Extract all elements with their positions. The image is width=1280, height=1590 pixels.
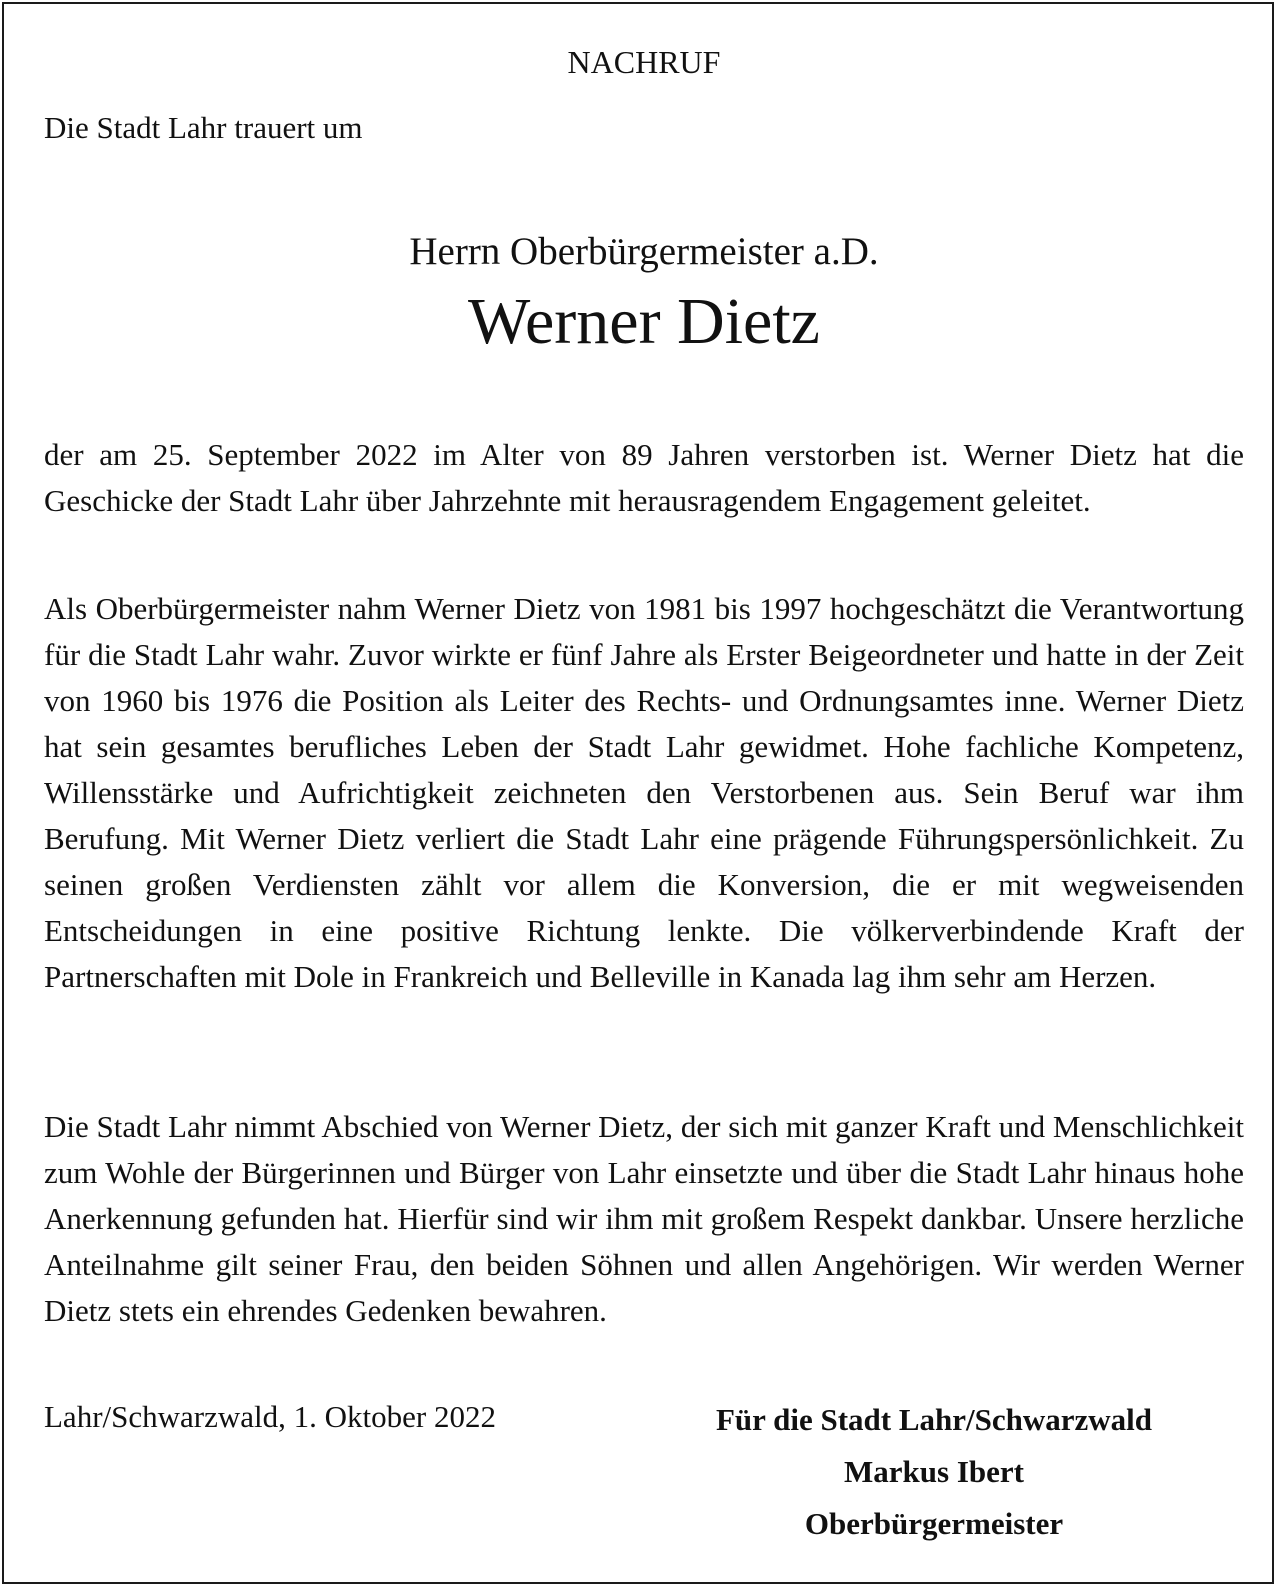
place-date: Lahr/Schwarzwald, 1. Oktober 2022 [44,1399,496,1434]
paragraph-3: Die Stadt Lahr nimmt Abschied von Werner Dietz, der sich mit ganzer Kraft und Menschlichkeit zum Wohle der Bürgerinnen und Bürger von Lahr einsetzte und über die Stadt Lahr hinaus hohe Anerkennung gefunden hat. Hierfür sind wir ihm mit großem Respekt dankbar. Unsere herzliche Anteilnahme gilt seiner Frau, den beiden Söhnen und allen Angehörigen. Wir werden Werner Dietz stets ein ehrendes Gedenken bewahren. [44,1109,1244,1328]
signer-name: Markus Ibert [844,1454,1024,1489]
signature-organization: Für die Stadt Lahr/Schwarzwald [715,1402,1153,1437]
deceased-name: Werner Dietz [468,285,820,358]
signature-block [654,1394,1214,1550]
paragraph-2: Als Oberbürgermeister nahm Werner Dietz von 1981 bis 1997 hochgeschätzt die Verantwortung für die Stadt Lahr wahr. Zuvor wirkte er fünf Jahre als Erster Beigeordneter und hatte in der Zeit von 1960 bis 1976 die Position als Leiter des Rechts- und Ordnungsamtes inne. Werner Dietz hat sein gesamtes berufliches Leben der Stadt Lahr gewidmet. Hohe fachliche Kompetenz, Willensstärke und Aufrichtigkeit zeichneten den Verstorbenen aus. Sein Beruf war ihm Berufung. Mit Werner Dietz verliert die Stadt Lahr eine prägende Führungspersönlichkeit. Zu seinen großen Verdiensten zählt vor allem die Konversion, die er mit wegweisenden Entscheidungen in eine positive Richtung lenkte. Die völkerverbindende Kraft der Partnerschaften mit Dole in Frankreich und Belleville in Kanada lag ihm sehr am Herzen. [44,591,1244,994]
signer-title: Oberbürgermeister [804,1506,1064,1541]
paragraph-1: der am 25. September 2022 im Alter von 89 Jahren verstorben ist. Werner Dietz hat die Geschicke der Stadt Lahr über Jahrzehnte mit herausragendem Engagement geleitet. [44,437,1244,518]
honorific-title: Herrn Oberbürgermeister a.D. [409,230,879,273]
intro-line: Die Stadt Lahr trauert um [44,110,363,145]
notice-heading: NACHRUF [567,44,721,80]
